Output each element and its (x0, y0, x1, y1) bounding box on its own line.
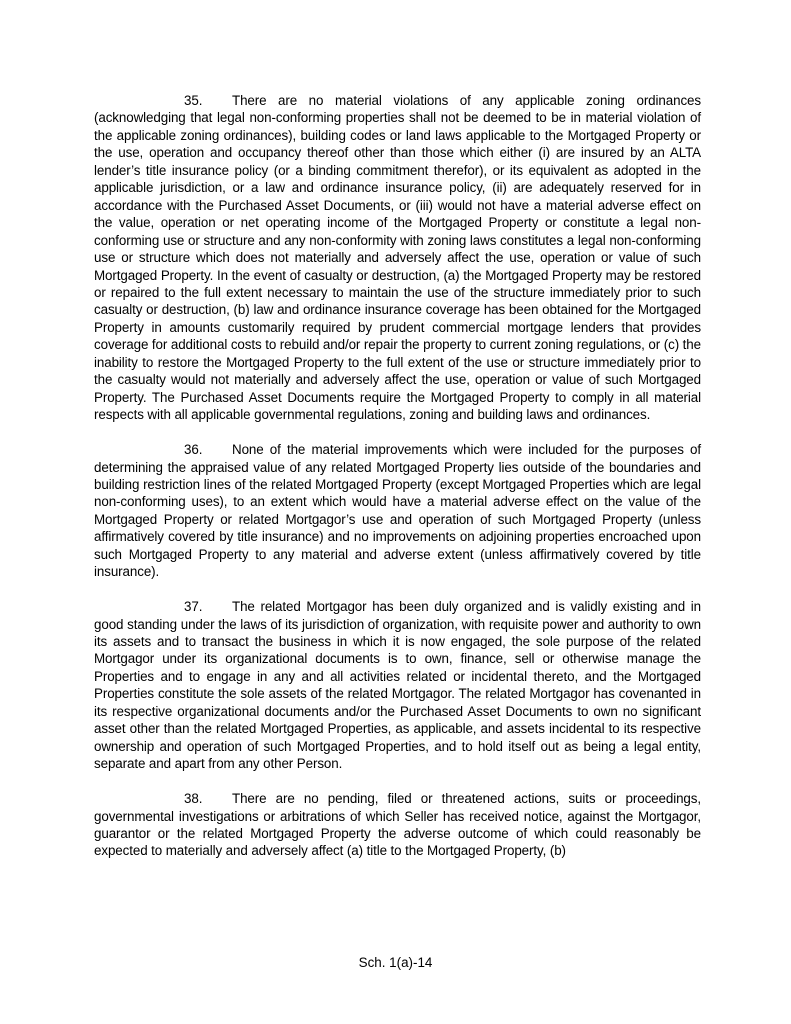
paragraph-37-number: 37. (184, 599, 203, 615)
paragraph-37-text: The related Mortgagor has been duly organized and is validly existing and in good standing under the laws of its jurisdiction of organization, with requisite power and authority to own its assets and to transact the business in which it is now engaged, the sole purpose of the related Mortgagor under its organizational documents is to own, finance, sell or otherwise manage the Properties and to engage in any and all activities related or incidental thereto, and the Mortgaged Properties constitute the sole assets of the related Mortgagor. The related Mortgagor has covenanted in its respective organizational documents and/or the Purchased Asset Documents to own no significant asset other than the related Mortgaged Properties, as applicable, and assets incidental to its respective ownership and operation of such Mortgaged Properties, and to hold itself out as being a legal entity, separate and apart from any other Person. (94, 599, 701, 772)
page-footer-label: Sch. 1(a)-14 (358, 955, 433, 970)
paragraph-38 (94, 790, 701, 860)
paragraph-38-text: There are no pending, filed or threatened actions, suits or proceedings, governmental investigations or arbitrations of which Seller has received notice, against the Mortgagor, guarantor or the related Mortgaged Property the adverse outcome of which could reasonably be expected to materially and adversely affect (a) title to the Mortgaged Property, (b) (94, 791, 701, 859)
document-body (94, 92, 701, 860)
paragraph-36-number: 36. (184, 442, 203, 458)
paragraph-35-number: 35. (184, 93, 203, 108)
paragraph-35 (94, 92, 701, 424)
paragraph-37 (94, 598, 701, 773)
paragraph-36-text: None of the material improvements which were included for the purposes of determining the appraised value of any related Mortgaged Property lies outside of the boundaries and building restriction lines of the related Mortgaged Property (except Mortgaged Properties which are legal non-conforming uses), to an extent which would have a material adverse effect on the value of the Mortgaged Property or related Mortgagor’s use and operation of such Mortgaged Property (unless affirmatively covered by title insurance) and no improvements on adjoining properties encroached upon such Mortgaged Property to any material and adverse extent (unless affirmatively covered by title insurance). (94, 442, 701, 580)
paragraph-36 (94, 441, 701, 581)
paragraph-35-text: There are no material violations of any applicable zoning ordinances (acknowledging that legal non-conforming properties shall not be deemed to be in material violation of the applicable zoning ordinances), building codes or land laws applicable to the Mortgaged Property or the use, operation and occupancy thereof other than those which either (i) are insured by an ALTA lender’s title insurance policy (or a binding commitment therefor), or its equivalent as adopted in the applicable jurisdiction, or a law and ordinance insurance policy, (ii) are adequately reserved for in accordance with the Purchased Asset Documents, or (iii) would not have a material adverse effect on the value, operation or net operating income of the Mortgaged Property or constitute a legal non-conforming use or structure and any non-conformity with zoning laws constitutes a legal non-conforming use or structure which does not materially and adversely affect the use, operation or value of such Mortgaged Property. In the event of casualty or destruction, (a) the Mortgaged Property may be restored or repaired to the full extent necessary to maintain the use of the structure immediately prior to such casualty or destruction, (b) law and ordinance insurance coverage has been obtained for the Mortgaged Property in amounts customarily required by prudent commercial mortgage lenders that provides coverage for additional costs to rebuild and/or repair the property to current zoning regulations, or (c) the inability to restore the Mortgaged Property to the full extent of the use or structure immediately prior to the casualty would not materially and adversely affect the use, operation or value of such Mortgaged Property. The Purchased Asset Documents require the Mortgaged Property to comply in all material respects with all applicable governmental regulations, zoning and building laws and ordinances. (94, 93, 701, 423)
paragraph-38-number: 38. (184, 791, 203, 807)
